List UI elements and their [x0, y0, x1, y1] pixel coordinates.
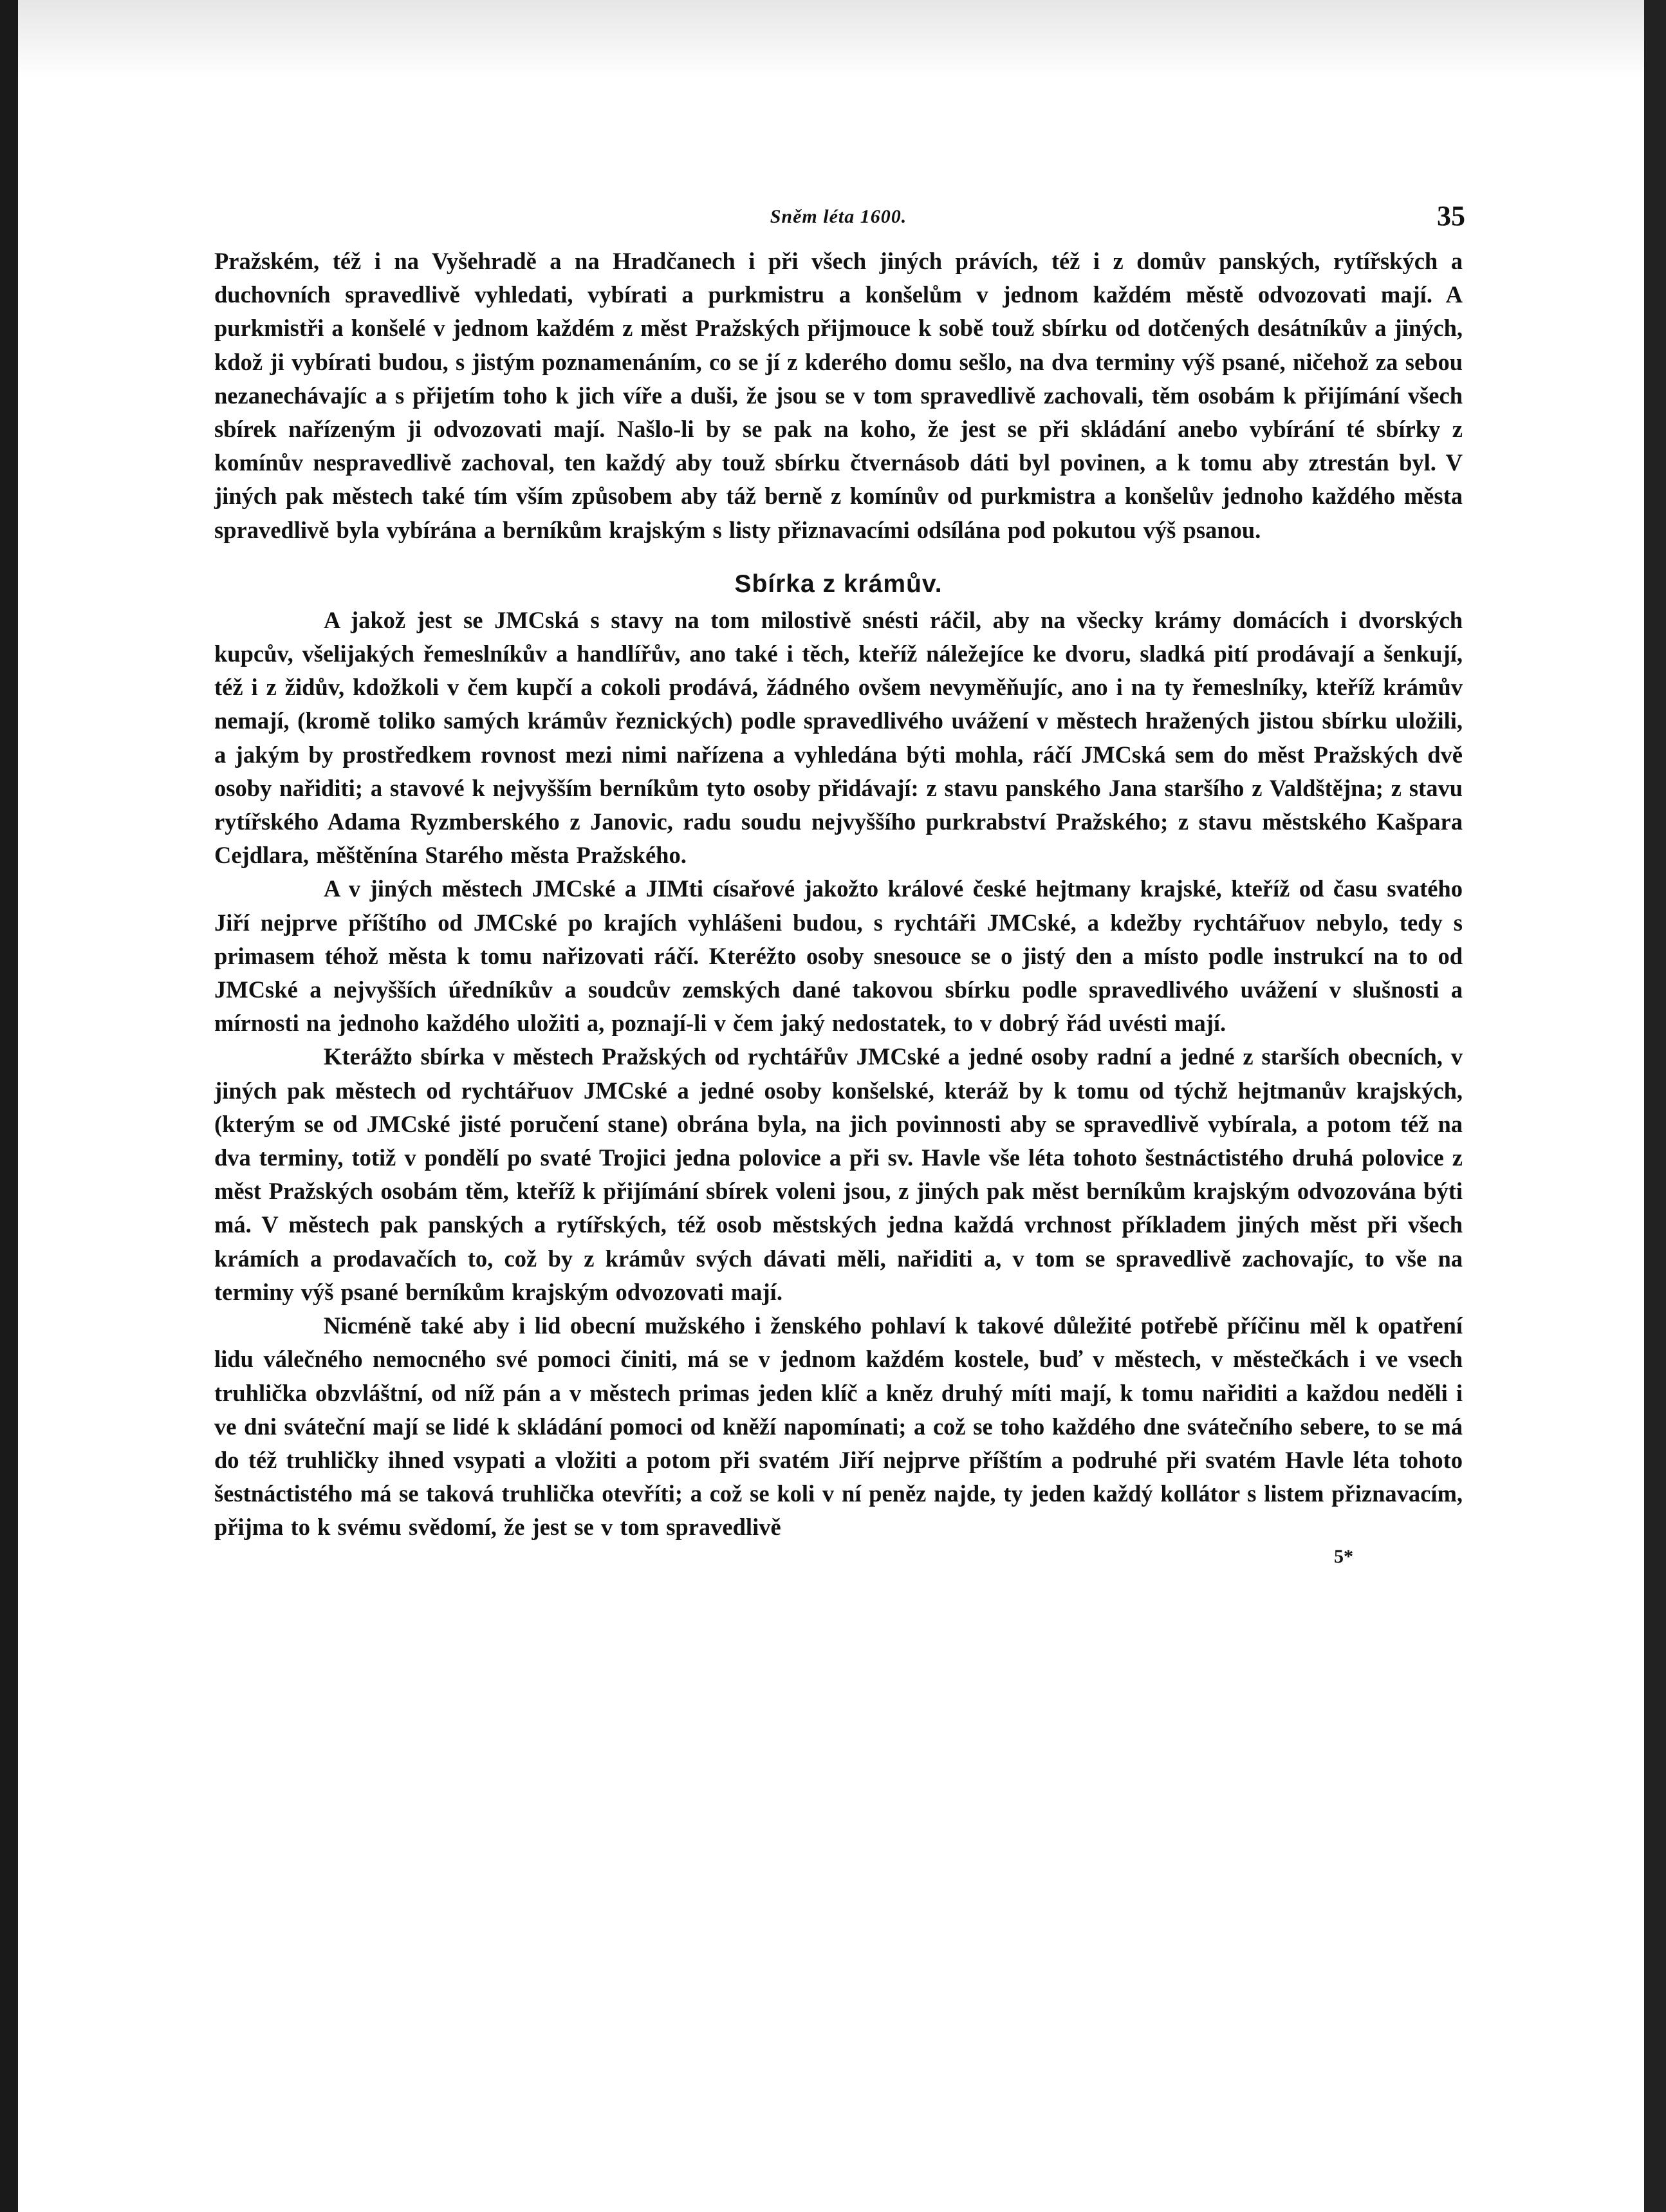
page-header — [214, 193, 1463, 245]
signature-mark: 5* — [1334, 1545, 1353, 1567]
page-number: 35 — [1437, 200, 1465, 232]
paragraph: A v jiných městech JMCské a JIMti císařové jakožto králové české hejtmany krajské, kteříž od času svatého Jiří nejprve příštího od JMCské po krajích vyhlášeni budou, s rychtáři JMCské, a kdežby rychtářuov nebylo, tedy s primasem téhož města k tomu nařizovati ráčí. Kteréžto osoby snesouce se o jistý den a místo podle instrukcí na to od JMCské a nejvyšších úředníkův a soudcův zemských dané takovou sbírku podle spravedlivého uvážení v slušnosti a mírnosti na jednoho každého uložiti a, poznají-li v čem jaký nedostatek, to v dobrý řád uvésti mají. — [214, 875, 1463, 1037]
paragraph: Nicméně také aby i lid obecní mužského i ženského pohlaví k takové důležité potřebě příčinu měl k opatření lidu válečného nemocného své pomoci činiti, má se v jednom každém kostele, buď v městech, v městečkách i ve vsech truhlička obzvláštní, od níž pán a v městech primas jeden klíč a kněz druhý míti mají, k tomu nařiditi a každou neděli i ve dni sváteční mají se lidé k skládání pomoci od kněží napomínati; a což se toho každého dne svátečního sebere, to se má do též truhličky ihned vsypati a vložiti a potom při svatém Jiří nejprve příštím a podruhé při svatém Havle léta tohoto šestnáctistého má se taková truhlička otevříti; a což se koli v ní peněz najde, ty jeden každý kollátor s listem přiznavacím, přijma to k svému svědomí, že jest se v tom spravedlivě — [214, 1312, 1463, 1541]
paragraph: A jakož jest se JMCská s stavy na tom milostivě snésti ráčil, aby na všecky krámy domácích i dvorských kupcův, všelijakých řemeslníkův a handlířův, ano také i těch, kteříž náležejíce ke dvoru, sladká pití prodávají a šenkují, též i z židův, kdožkoli v čem kupčí a cokoli prodává, žádného ovšem nevyměňujíc, ano i na ty řemeslníky, kteříž krámův nemají, (kromě toliko samých krámův řeznických) podle spravedlivého uvážení v městech hražených jistou sbírku uložili, a jakým by prostředkem rovnost mezi nimi nařízena a vyhledána býti mohla, ráčí JMCská sem do měst Pražských dvě osoby nařiditi; a stavové k nejvyšším berníkům tyto osoby přidávají: z stavu panského Jana staršího z Valdštějna; z stavu rytířského Adama Ryzmberského z Janovic, radu soudu nejvyššího purkrabství Pražského; z stavu městského Kašpara Cejdlara, měštěnína Starého města Pražského. — [214, 606, 1463, 869]
paragraph: Kterážto sbírka v městech Pražských od rychtářův JMCské a jedné osoby radní a jedné z starších obecních, v jiných pak městech od rychtářuov JMCské a jedné osoby konšelské, kteráž by k tomu od týchž hejtmanův krajských, (kterým se od JMCské jisté poručení stane) obrána byla, na jich povinnosti aby se spravedlivě vybírala, a potom též na dva terminy, totiž v pondělí po svaté Trojici jedna polovice a při sv. Havle vše léta tohoto šestnáctistého druhá polovice z měst Pražských osobám těm, kteříž k přijímání sbírek voleni jsou, z jiných pak měst berníkům krajským odvozována býti má. V městech pak panských a rytířských, též osob městských jedna každá vrchnost příkladem jiných měst při všech krámích a prodavačích to, což by z krámův svých dávati měli, nařiditi a, v tom se spravedlivě zachovajíc, to vše na terminy výš psané berníkům krajským odvozovati mají. — [214, 1043, 1463, 1305]
running-head: Sněm léta 1600. — [770, 206, 907, 227]
scan-shadow-top — [18, 0, 1644, 77]
section-heading: Sbírka z krámův. — [734, 570, 943, 598]
book-page — [214, 193, 1463, 1568]
paragraph-continuation: Pražském, též i na Vyšehradě a na Hradčanech i při všech jiných právích, též i z domův panských, rytířských a duchovních spravedlivě vyhledati, vybírati a purkmistru a konšelům v jednom každém městě odvozovati mají. A purkmistři a konšelé v jednom každém z měst Pražských přijmouce k sobě touž sbírku od dotčených desátníkův a jiných, kdož ji vybírati budou, s jistým poznamenáním, co se jí z kderého domu sešlo, na dva terminy výš psané, ničehož za sebou nezanechávajíc a s přijetím toho k jich víře a duši, že jsou se v tom spravedlivě zachovali, těm osobám k přijímání všech sbírek nařízeným ji odvozovati mají. Našlo-li by se pak na koho, že jest se při skládání anebo vybírání té sbírky z komínův nespravedlivě zachoval, ten každý aby touž sbírku čtvernásob dáti byl povinen, a k tomu aby ztrestán byl. V jiných pak městech také tím vším způsobem aby táž berně z komínův od purkmistra a konšelův jednoho každého města spravedlivě byla vybírána a berníkům krajským s listy přiznavacími odsílána pod pokutou výš psanou. — [214, 248, 1463, 543]
